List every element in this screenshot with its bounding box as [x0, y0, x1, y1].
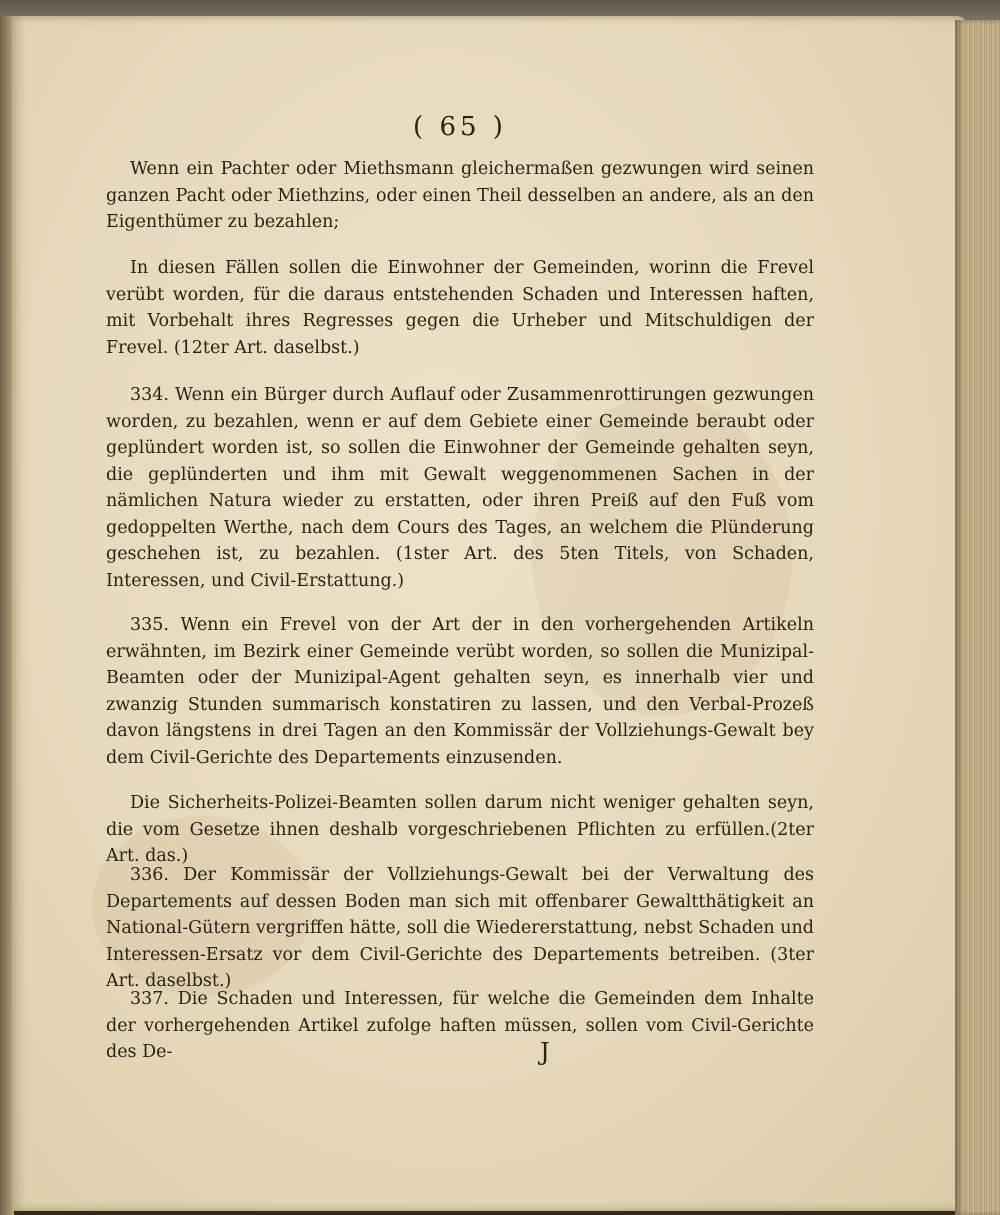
paragraph-article-334: 334. Wenn ein Bürger durch Auflauf oder Zusammenrottirungen gezwungen worden, zu bezahlen, wenn er auf dem Gebiete einer Gemeinde beraubt oder geplündert worden ist, so sollen die Einwohner der Gemeinde gehalten seyn, die geplünderten und ihm mit Gewalt weggenommenen Sachen in der nämlichen Natura wieder zu erstatten, oder ihren Preiß auf den Fuß vom gedoppelten Werthe, nach dem Cours des Tages, an welchem die Plünderung geschehen ist, zu bezahlen. (1ster Art. des 5ten Titels, von Schaden, Interessen, und Civil-Erstattung.): [106, 385, 814, 591]
paragraph-article-337: 337. Die Schaden und Interessen, für welche die Gemeinden dem Inhalte der vorhergehenden Artikel zufolge haften müssen, sollen vom Civil-Gerichte des De-: [106, 989, 814, 1062]
signature-mark: J: [540, 1038, 550, 1066]
paragraph-lease-payment: Wenn ein Pachter oder Miethsmann gleichermaßen gezwungen wird seinen ganzen Pacht oder Miethzins, oder einen Theil desselben an andere, als an den Eigenthümer zu bezahlen;: [106, 159, 814, 232]
page-number: ( 65 ): [413, 112, 507, 142]
paragraph-security-police: Die Sicherheits-Polizei-Beamten sollen darum nicht weniger gehalten seyn, die vom Gesetze ihnen deshalb vorgeschriebenen Pflichten zu erfüllen.(2ter Art. das.): [106, 793, 814, 866]
page-stack-edge: [955, 20, 1000, 1215]
paragraph-article-336: 336. Der Kommissär der Vollziehungs-Gewalt bei der Verwaltung des Departements auf dessen Boden man sich mit offenbarer Gewaltthätigkeit an National-Gütern vergriffen hätte, soll die Wiedererstattung, nebst Schaden und Interessen-Ersatz vor dem Civil-Gerichte des Departements betreiben. (3ter Art. daselbst.): [106, 865, 814, 991]
paragraph-article-335: 335. Wenn ein Frevel von der Art der in den vorhergehenden Artikeln erwähnten, im Bezirk einer Gemeinde verübt worden, so sollen die Munizipal-Beamten oder der Munizipal-Agent gehalten seyn, es innerhalb vier und zwanzig Stunden summarisch konstatiren zu lassen, und den Verbal-Prozeß davon längstens in drei Tagen an den Kommissär der Vollziehungs-Gewalt bey dem Civil-Gerichte des Departements einzusenden.: [106, 615, 814, 768]
paragraph-liability: In diesen Fällen sollen die Einwohner der Gemeinden, worinn die Frevel verübt worden, für die daraus entstehenden Schaden und Interessen haften, mit Vorbehalt ihres Regresses gegen die Urheber und Mitschuldigen der Frevel. (12ter Art. daselbst.): [106, 258, 814, 358]
